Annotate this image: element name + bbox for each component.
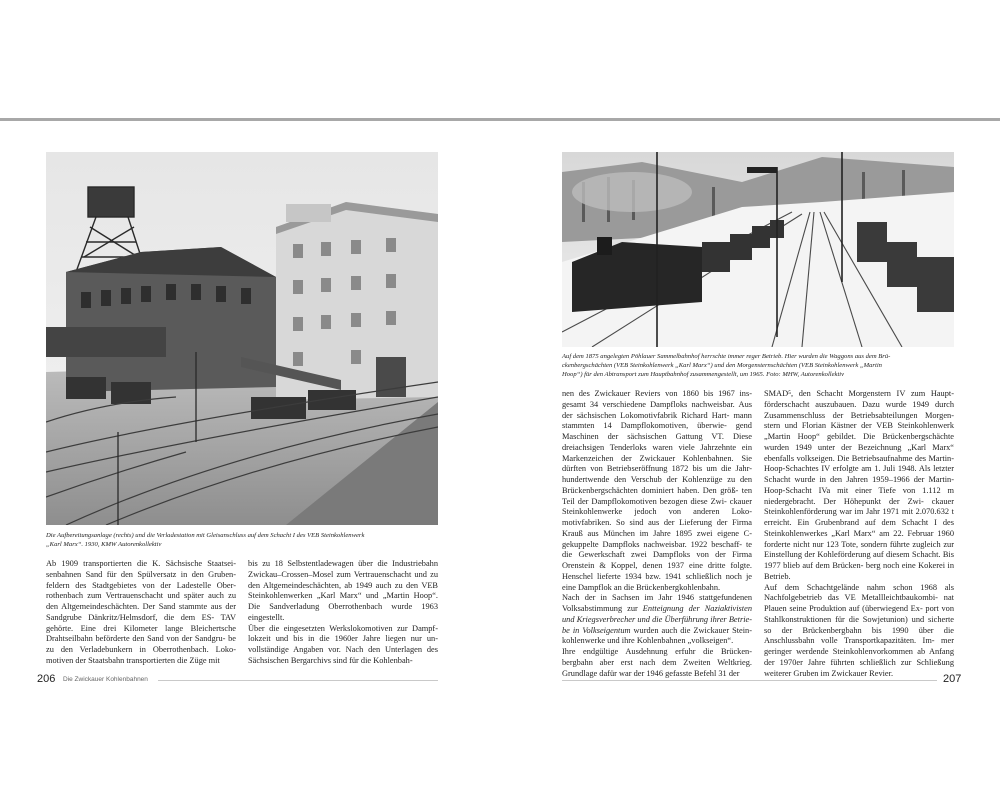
paragraph: Auf dem Schachtgelände nahm schon 1968 als Nachfolgebetrieb das VE Metallleichtbaukombi- nat Plauen seine Produktion auf (überwiegend Ex- port von Stahlkonstruktionen für die Sowjetunion) und sicherte so der Brückenbergbahn bis 1990 über die Anschlussbahn volle Transportkapazitäten. Im- mer geringer werdende Steinkohlenvorkommen ab Anfang der 1970er Jahre führten schließlich zur Schließung weiterer Gruben im Zwickauer Revier.: [764, 582, 955, 678]
paragraph: bis zu 18 Selbstentladewagen über die Industriebahn Zwickau–Crossen–Mosel zum Vertrauenschacht und zu den Altgemeindeschächten, ab 1949 auch zu den VEB Steinkohlenwerken „Karl Marx“ und „Martin Hoop“. Die Sandverladung Oberrothenbach wurde 1963 eingestellt.: [248, 559, 439, 622]
caption-line: ckenbergschächten (VEB Steinkohlenwerk „Karl Marx“) und den Morgensternschächten (VEB Steinkohlenwerk „Martin: [562, 362, 882, 369]
photo-processing-plant: [46, 152, 438, 525]
left-column-1: [46, 559, 236, 667]
caption-line: „Karl Marx“. 1930, KMW Autorenkollektiv: [46, 541, 162, 548]
caption-line: Auf dem 1875 angelegten Pöhlauer Sammelbahnhof herrschte immer reger Betrieb. Hier wurden die Waggons aus dem Brü-: [562, 353, 891, 360]
right-column-1: [562, 389, 752, 679]
paragraph: Nach der in Sachsen im Jahr 1946 stattgefundenen Volksabstimmung zur Entteignung der Naziaktivisten und Kriegsverbrecher und die Überführung ihrer Betrie- be in Volkseigentum wurden auch die Zwickauer Stein- kohlenwerke und ihre Kohlenbahnen „volkseigen“.: [562, 593, 753, 646]
paragraph: Ihre endgültige Ausdehnung erfuhr die Brücken- bergbahn aber erst nach dem Zweiten Weltkrieg. Grundlage dafür war der 1946 gefasste Befehl 31 der: [562, 647, 752, 678]
right-photo-caption: [562, 352, 954, 379]
right-column-2: [764, 389, 954, 679]
paragraph: SMAD⁵, den Schacht Morgenstern IV zum Haupt- förderschacht auszubauen. Dazu wurde 1949 durch Zusammenschluss der Betriebsabteilungen Morgen- stern und Florian Kästner der VEB Steinkohlenwerk „Martin Hoop“ gebildet. Die Brückenbergschächte wurden 1949 unter der Bezeichnung „Karl Marx“ ebenfalls volkseigen. Die Betriebsaufnahme des Martin-Hoop-Schachtes IV erfolgte am 1. Juli 1948. Als letzter Schacht wurde in den Jahren 1959–1966 der Martin-Hoop-Schacht IVa mit einer Tiefe von 1.112 m niedergebracht. Der Höhepunkt der Zwi- ckauer Steinkohlenförderung war im Jahr 1971 mit 2.070.632 t erreicht. Ein Grubenbrand auf dem Schacht I des Steinkohlenwerkes „Karl Marx“ am 22. Februar 1960 forderte nicht nur 123 Tote, sondern führte zugleich zur Einstellung der Kohleförderung auf diesem Schacht. Bis 1977 blieb auf dem Brücken- berg noch eine Kokerei in Betrieb.: [764, 389, 955, 581]
footer-rule-right: [562, 680, 937, 681]
paragraph: Über die eingesetzten Werkslokomotiven zur Dampf- lokzeit und bis in die 1960er Jahre liegen nur un- vollständige Angaben vor. Nach den Unterlagen des Sächsischen Bergarchivs sind für die Kohlenbah-: [248, 623, 438, 665]
paragraph: Ab 1909 transportierten die K. Sächsische Staatsei- senbahnen Sand für den Spülversatz in den Gruben- feldern des Stadtgebietes von der Ladestelle Ober- rothenbach zum Vertrauenschacht und später auch zu den Altgemeindeschächten. Der Sand stammte aus der Sandgrube Dänkritz/Helmsdorf, die dem ES- TAV gehörte. Eine drei Kilometer lange Bleichertsche Drahtseilbahn beförderte den Sand von der Sandgru- be zu den Verladebunkern in Oberrothenbach. Loko- motiven der Staatsbahn transportierten die Züge mit: [46, 559, 236, 665]
footer-rule-left: [158, 680, 438, 681]
caption-line: Hoop“) für den Abtransport zum Hauptbahnhof zusammengestellt, um 1965. Foto: MHW, Autorenkollektiv: [562, 371, 845, 378]
left-column-2: [248, 559, 438, 667]
left-photo-caption: [46, 531, 438, 549]
caption-line: Die Aufbereitungsanlage (rechts) und die Verladestation mit Gleisanschluss auf dem Schacht I des VEB Steinkohlenwerk: [46, 532, 365, 539]
running-title: Die Zwickauer Kohlenbahnen: [63, 676, 148, 683]
photo-rail-yard: [562, 152, 954, 347]
page-number-left: 206: [37, 673, 56, 685]
page-number-right: 207: [943, 673, 962, 685]
top-rule: [0, 118, 1000, 121]
paragraph: nen des Zwickauer Reviers von 1860 bis 1967 ins- gesamt 34 verschiedene Dampfloks nachweisbar. Aus der sächsischen Lokomotivfabrik Richard Hart- mann stammten 14 Dampflokomotiven, überwie- gend Maschinen der sächsischen Gattung VT. Diese dreiachsigen Tenderloks waren viele Jahrzehnte ein Markenzeichen der Zwickauer Kohlenbahnen. Sie dürften von Betriebseröffnung 1872 bis um die Jahr- hundertwende den Verschub der Kohlenzüge zu den Brückenbergschächten dominiert haben. Den größ- ten Teil der Dampflokomotiven bezogen diese Zwi- ckauer Steinkohlenwerke jedoch von anderen Loko- motivfabriken. So sind aus der Lieferung der Firma Krauß aus München im Jahre 1895 zwei eigene C- gekuppelte Dampfloks nachweisbar. 1922 beschaff- te die Gewerkschaft zwei Dampfloks von der Firma Orenstein & Koppel, denen 1937 eine dritte folgte. Henschel lieferte 1934 bzw. 1941 schließlich noch je eine Dampflok an die Brückenbergkohlenbahn.: [562, 389, 752, 592]
